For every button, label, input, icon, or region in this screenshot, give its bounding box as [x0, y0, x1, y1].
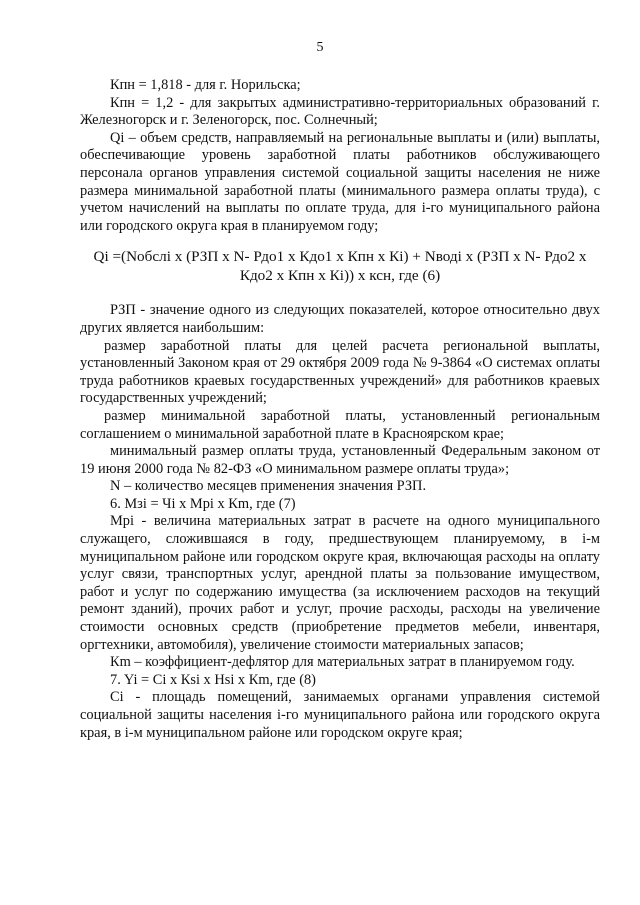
definition-qi: Qi – объем средств, направляемый на региональные выплаты и (или) выплаты, обеспечивающие уровень заработной платы работников обслуживающего персонала органов управления системой социальной защиты населения не ниже размера минимальной заработной платы (минимального размера оплаты труда), с учетом начислений на выплаты по оплате труда, для i-го муниципального района или городского округа края в планируемом году; — [80, 129, 600, 234]
definition-mri: Мрi - величина материальных затрат в расчете на одного муниципального служащего, сложившаяся в году, предшествующем планируемому, в i-м муниципальном районе или городском округе края, включающая расходы на оплату услуг связи, транспортных услуг, арендной платы за пользование имуществом, работ и услуг по содержанию имущества (за исключением расходов на текущий ремонт зданий), прочих работ и услуг, прочие расходы, расходы на увеличение стоимости основных средств (приобретение предметов мебели, инвентаря, оргтехники, автомобиля), увеличение стоимости материальных запасов; — [80, 513, 600, 653]
formula-8: 7. Yi = Сi x Кsi x Hsi x Кm, где (8) — [110, 671, 316, 688]
definition-km: Кm – коэффициент-дефлятор для материальных затрат в планируемом году. — [110, 654, 575, 671]
definition-n: N – количество месяцев применения значения РЗП. — [110, 478, 427, 495]
coefficient-zato: Кпн = 1,2 - для закрытых административно-территориальных образований г. Железногорск и г. Зеленогорск, пос. Солнечный; — [80, 94, 600, 129]
definition-ci: Сi - площадь помещений, занимаемых органами управления системой социальной защиты населения i-го муниципального района или городского округа края, в i-м муниципальном районе или городском округе края; — [80, 689, 600, 741]
definition-rzp: РЗП - значение одного из следующих показателей, которое относительно двух других является наибольшим: — [80, 302, 600, 336]
coefficient-norilsk: Кпн = 1,818 - для г. Норильска; — [110, 77, 301, 93]
formula-7: 6. Мзi = Чi x Мрi x Кm, где (7) — [110, 495, 296, 512]
document-body — [80, 77, 600, 742]
rzp-option-2: размер минимальной заработной платы, установленный региональным соглашением о минимальной заработной плате в Красноярском крае; — [80, 407, 600, 442]
formula-6: Qi =(Nобслi x (РЗП x N- Рдо1 x Кдо1 x Кпн x Кi) + Nводi x (РЗП x N- Рдо2 x Кдо2 x Кпн x Кi)) x ксн, где (6) — [93, 248, 587, 284]
page-number: 5 — [316, 40, 324, 55]
rzp-option-3: минимальный размер оплаты труда, установленный Федеральным законом от 19 июня 2000 года № 82-ФЗ «О минимальном размере оплаты труда»; — [80, 443, 600, 477]
rzp-option-1: размер заработной платы для целей расчета региональной выплаты, установленный Законом края от 29 октября 2009 года № 9-3864 «О системах оплаты труда работников краевых государственных учреждений» для работников краевых государственных учреждений; — [80, 337, 600, 407]
